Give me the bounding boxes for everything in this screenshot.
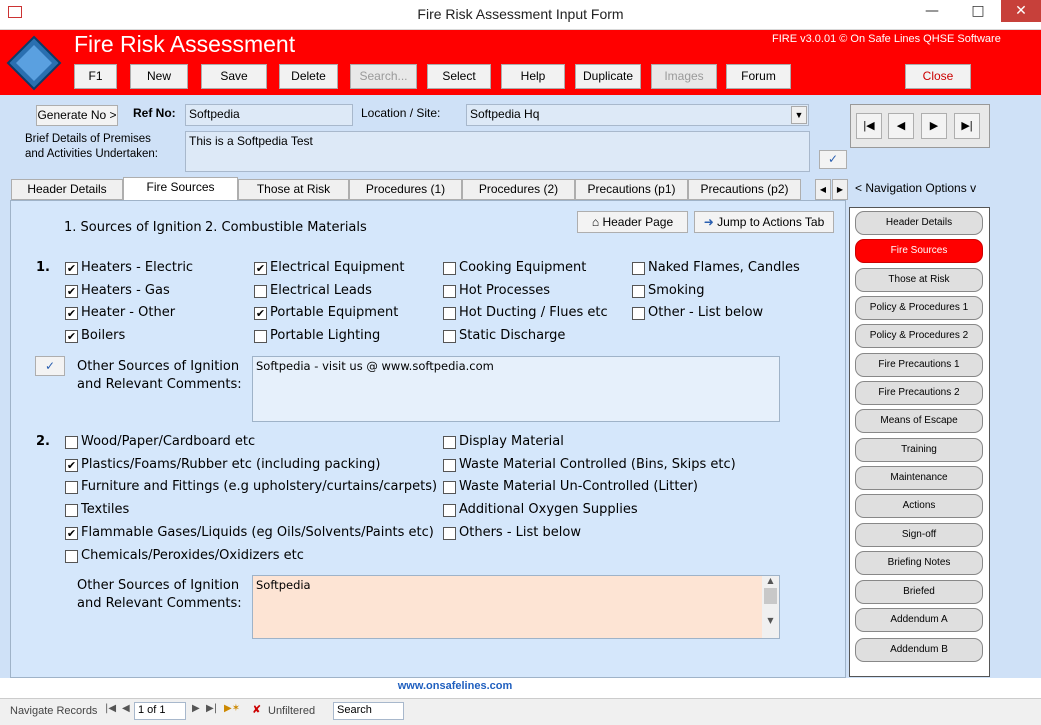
ignition-checkbox-2[interactable] bbox=[443, 262, 456, 275]
brief-details-label-line1: Brief Details of Premises bbox=[25, 133, 151, 145]
ignition-label-1: Electrical Equipment bbox=[270, 260, 405, 275]
maximize-icon[interactable]: □ bbox=[971, 3, 985, 19]
combustible-checkbox-8[interactable]: ✔ bbox=[66, 527, 77, 540]
tab-those-at-risk[interactable]: Those at Risk bbox=[238, 179, 349, 200]
ignition-checkbox-12[interactable]: ✔ bbox=[66, 330, 77, 343]
delete-button[interactable]: Delete bbox=[279, 64, 338, 89]
combustible-label-8: Flammable Gases/Liquids (eg Oils/Solvents/Paints etc) bbox=[81, 525, 434, 540]
window-title: Fire Risk Assessment Input Form bbox=[417, 6, 624, 22]
nav-button-sign-off[interactable]: Sign-off bbox=[855, 523, 983, 547]
close-button[interactable]: Close bbox=[905, 64, 971, 89]
brief-details-label-line2: and Activities Undertaken: bbox=[25, 148, 158, 160]
tab-fire-sources[interactable]: Fire Sources bbox=[123, 177, 238, 201]
ignition-label-11: Other - List below bbox=[648, 305, 764, 320]
tab-precautions-p1[interactable]: Precautions (p1) bbox=[575, 179, 688, 200]
tab-scroll-left-icon[interactable]: ◀ bbox=[815, 179, 831, 200]
brief-details-input[interactable]: This is a Softpedia Test bbox=[185, 131, 810, 172]
previous-record-icon[interactable]: ◀ bbox=[122, 703, 130, 714]
location-value: Softpedia Hq bbox=[470, 107, 540, 121]
next-record-icon[interactable]: ▶ bbox=[921, 113, 947, 139]
footer-link[interactable]: www.onsafelines.com bbox=[397, 680, 513, 692]
filter-icon: ✘ bbox=[252, 703, 262, 716]
next-record-icon[interactable]: ▶ bbox=[192, 703, 200, 714]
unfiltered-label[interactable]: Unfiltered bbox=[268, 705, 316, 717]
ignition-checkbox-13[interactable] bbox=[254, 330, 267, 343]
combustible-checkbox-9[interactable] bbox=[443, 527, 456, 540]
search-button[interactable]: Search... bbox=[350, 64, 417, 89]
combustible-label-9: Others - List below bbox=[459, 525, 581, 540]
select-button[interactable]: Select bbox=[427, 64, 491, 89]
location-select[interactable] bbox=[466, 104, 809, 126]
nav-button-actions[interactable]: Actions bbox=[855, 494, 983, 518]
scroll-down-icon[interactable]: ▼ bbox=[767, 616, 774, 625]
ignition-checkbox-5[interactable] bbox=[254, 285, 267, 298]
other-combustible-input[interactable] bbox=[252, 575, 780, 639]
combustible-label-7: Additional Oxygen Supplies bbox=[459, 502, 638, 517]
combustible-checkbox-0[interactable] bbox=[65, 436, 78, 449]
ignition-checkbox-9[interactable]: ✔ bbox=[255, 307, 266, 320]
combustible-label-5: Waste Material Un-Controlled (Litter) bbox=[459, 479, 698, 494]
ignition-label-9: Portable Equipment bbox=[270, 305, 399, 320]
arrow-right-icon: ➜ bbox=[703, 215, 714, 229]
duplicate-button[interactable]: Duplicate bbox=[575, 64, 641, 89]
ignition-label-10: Hot Ducting / Flues etc bbox=[459, 305, 608, 320]
new-record-icon[interactable]: ▶✶ bbox=[224, 703, 241, 714]
nav-button-means-of-escape[interactable]: Means of Escape bbox=[855, 409, 983, 433]
ignition-checkbox-0[interactable]: ✔ bbox=[66, 262, 77, 275]
last-record-icon[interactable]: ▶| bbox=[954, 113, 980, 139]
search-input[interactable]: Search bbox=[333, 702, 404, 720]
combustible-label-10: Chemicals/Peroxides/Oxidizers etc bbox=[81, 548, 304, 563]
combustible-checkbox-7[interactable] bbox=[443, 504, 456, 517]
first-record-icon[interactable]: |◀ bbox=[856, 113, 882, 139]
close-window-icon[interactable]: ✕ bbox=[1001, 0, 1041, 22]
location-label: Location / Site: bbox=[361, 106, 441, 120]
ignition-label-12: Boilers bbox=[81, 328, 126, 343]
combustible-label-4: Furniture and Fittings (e.g upholstery/curtains/carpets) bbox=[81, 479, 438, 494]
jump-to-actions-button[interactable] bbox=[694, 211, 834, 233]
tab-procedures-2[interactable]: Procedures (2) bbox=[462, 179, 575, 200]
ignition-label-14: Static Discharge bbox=[459, 328, 566, 343]
nav-button-maintenance[interactable]: Maintenance bbox=[855, 466, 983, 490]
combustible-checkbox-1[interactable] bbox=[443, 436, 456, 449]
ignition-label-7: Smoking bbox=[648, 283, 705, 298]
nav-button-briefing-notes[interactable]: Briefing Notes bbox=[855, 551, 983, 575]
header-page-label: Header Page bbox=[602, 215, 674, 229]
images-button[interactable]: Images bbox=[651, 64, 717, 89]
ignition-label-3: Naked Flames, Candles bbox=[648, 260, 800, 275]
combustible-checkbox-5[interactable] bbox=[443, 481, 456, 494]
nav-button-fire-precautions-2[interactable]: Fire Precautions 2 bbox=[855, 381, 983, 405]
f1-button[interactable]: F1 bbox=[74, 64, 117, 89]
ignition-checkbox-6[interactable] bbox=[443, 285, 456, 298]
tab-procedures-1[interactable]: Procedures (1) bbox=[349, 179, 462, 200]
combustible-label-3: Waste Material Controlled (Bins, Skips etc) bbox=[459, 457, 736, 472]
ignition-checkbox-3[interactable] bbox=[632, 262, 645, 275]
navigate-records-label: Navigate Records bbox=[10, 705, 98, 717]
ignition-label-6: Hot Processes bbox=[459, 283, 551, 298]
jump-to-actions-label: Jump to Actions Tab bbox=[717, 215, 825, 229]
tab-precautions-p2[interactable]: Precautions (p2) bbox=[688, 179, 801, 200]
section-1-number: 1. bbox=[36, 260, 50, 275]
last-record-icon[interactable]: ▶| bbox=[206, 703, 218, 714]
app-title: Fire Risk Assessment bbox=[74, 31, 296, 57]
ignition-checkbox-11[interactable] bbox=[632, 307, 645, 320]
generate-number-button[interactable]: Generate No > bbox=[36, 105, 118, 126]
ignition-checkbox-14[interactable] bbox=[443, 330, 456, 343]
chevron-down-icon[interactable]: ▼ bbox=[791, 106, 807, 124]
ignition-checkbox-8[interactable]: ✔ bbox=[66, 307, 77, 320]
combustible-checkbox-2[interactable]: ✔ bbox=[66, 459, 77, 472]
ignition-checkbox-1[interactable]: ✔ bbox=[255, 262, 266, 275]
scrollbar[interactable] bbox=[762, 576, 779, 638]
combustible-label-1: Display Material bbox=[459, 434, 564, 449]
nav-button-those-at-risk[interactable]: Those at Risk bbox=[855, 268, 983, 292]
ignition-label-13: Portable Lighting bbox=[270, 328, 381, 343]
save-button[interactable]: Save bbox=[201, 64, 267, 89]
ignition-checkbox-10[interactable] bbox=[443, 307, 456, 320]
spellcheck-icon[interactable]: ✓ bbox=[819, 150, 847, 169]
tab-header-details[interactable]: Header Details bbox=[11, 179, 123, 200]
ref-no-input[interactable]: Softpedia bbox=[185, 104, 353, 126]
first-record-icon[interactable]: |◀ bbox=[105, 703, 117, 714]
nav-button-policy-procedures-2[interactable]: Policy & Procedures 2 bbox=[855, 324, 983, 348]
previous-record-icon[interactable]: ◀ bbox=[888, 113, 914, 139]
spellcheck-icon[interactable]: ✓ bbox=[35, 356, 65, 376]
status-bar bbox=[0, 698, 1041, 725]
navigation-options-label: < Navigation Options v bbox=[855, 181, 977, 195]
help-button[interactable]: Help bbox=[501, 64, 565, 89]
combustible-checkbox-10[interactable] bbox=[65, 550, 78, 563]
title-bar bbox=[0, 0, 1041, 30]
combustible-checkbox-4[interactable] bbox=[65, 481, 78, 494]
ignition-label-5: Electrical Leads bbox=[270, 283, 372, 298]
nav-button-header-details[interactable]: Header Details bbox=[855, 211, 983, 235]
other-ignition-label-line1: Other Sources of Ignition bbox=[77, 359, 240, 374]
ignition-label-0: Heaters - Electric bbox=[81, 260, 194, 275]
ignition-label-4: Heaters - Gas bbox=[81, 283, 170, 298]
ignition-checkbox-7[interactable] bbox=[632, 285, 645, 298]
ignition-label-8: Heater - Other bbox=[81, 305, 176, 320]
nav-button-fire-precautions-1[interactable]: Fire Precautions 1 bbox=[855, 353, 983, 377]
nav-button-addendum-b[interactable]: Addendum B bbox=[855, 638, 983, 662]
other-ignition-input[interactable]: Softpedia - visit us @ www.softpedia.com bbox=[252, 356, 780, 422]
scroll-up-icon[interactable]: ▲ bbox=[767, 576, 774, 585]
record-number-input[interactable]: 1 of 1 bbox=[134, 702, 186, 720]
combustible-checkbox-3[interactable] bbox=[443, 459, 456, 472]
scroll-thumb[interactable] bbox=[764, 588, 777, 604]
nav-button-briefed[interactable]: Briefed bbox=[855, 580, 983, 604]
tab-scroll-right-icon[interactable]: ▶ bbox=[832, 179, 848, 200]
section-2-number: 2. bbox=[36, 434, 50, 449]
nav-button-training[interactable]: Training bbox=[855, 438, 983, 462]
version-label: FIRE v3.0.01 © On Safe Lines QHSE Software bbox=[772, 33, 1001, 45]
nav-button-policy-procedures-1[interactable]: Policy & Procedures 1 bbox=[855, 296, 983, 320]
app-header bbox=[0, 30, 1041, 95]
other-ignition-label-line2: and Relevant Comments: bbox=[77, 377, 242, 392]
combustible-checkbox-6[interactable] bbox=[65, 504, 78, 517]
heading-combustible-materials: 2. Combustible Materials bbox=[205, 220, 367, 235]
logo-diamond-icon bbox=[6, 35, 62, 91]
combustible-label-0: Wood/Paper/Cardboard etc bbox=[81, 434, 256, 449]
header-page-button[interactable] bbox=[577, 211, 688, 233]
nav-button-addendum-a[interactable]: Addendum A bbox=[855, 608, 983, 632]
combustible-label-6: Textiles bbox=[81, 502, 130, 517]
combustible-label-2: Plastics/Foams/Rubber etc (including packing) bbox=[81, 457, 381, 472]
new-button[interactable]: New bbox=[130, 64, 188, 89]
ignition-checkbox-4[interactable]: ✔ bbox=[66, 285, 77, 298]
other-combustible-label-line1: Other Sources of Ignition bbox=[77, 578, 240, 593]
other-combustible-label-line2: and Relevant Comments: bbox=[77, 596, 242, 611]
home-icon: ⌂ bbox=[591, 215, 600, 229]
ignition-label-2: Cooking Equipment bbox=[459, 260, 587, 275]
nav-button-fire-sources[interactable]: Fire Sources bbox=[855, 239, 983, 263]
ref-no-label: Ref No: bbox=[133, 106, 176, 120]
forum-button[interactable]: Forum bbox=[726, 64, 791, 89]
minimize-icon[interactable]: — bbox=[925, 3, 939, 19]
heading-sources-of-ignition: 1. Sources of Ignition bbox=[64, 220, 202, 235]
other-combustible-value: Softpedia bbox=[256, 578, 311, 592]
